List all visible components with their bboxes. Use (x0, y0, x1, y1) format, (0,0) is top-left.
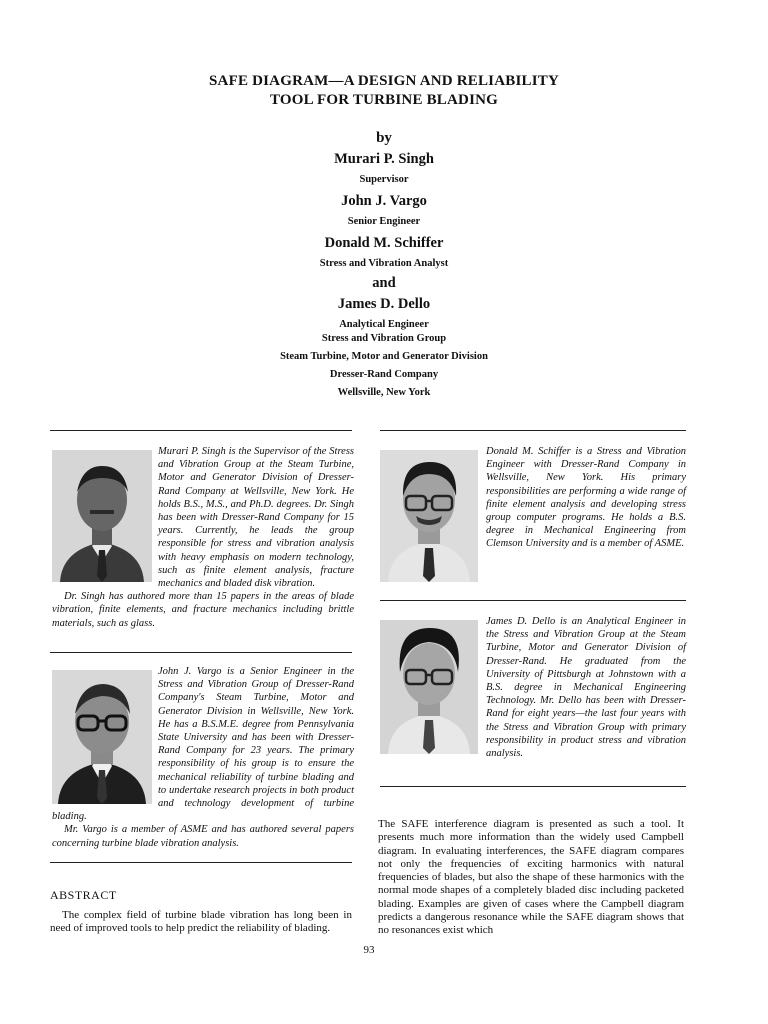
body-text-right (378, 818, 684, 938)
affiliation-company: Dresser-Rand Company (329, 369, 439, 380)
author-name-dello: James D. Dello (337, 296, 431, 312)
body-paragraph: The SAFE interference diagram is presented as such a tool. It presents much more information than the widely used Campbell diagram. In evaluating interferences, the SAFE diagram compares not only the frequencies of exciting harmonics with natural frequencies of blades, but also the shape of these harmonics with the normal mode shapes of a completely bladed disc including packeted blading. Examples are given of cases where the Campbell diagram predicts a dangerous resonance while the SAFE diagram shows that no resonances exist which (378, 818, 684, 937)
author-name-singh: Murari P. Singh (334, 151, 434, 167)
by-label: by (376, 130, 392, 146)
affiliation (200, 330, 568, 402)
author-photo-schiffer (380, 450, 478, 582)
divider-rule (50, 862, 352, 863)
paper-title (120, 72, 648, 110)
bio-text-singh: Murari P. Singh is the Supervisor of the Stress and Vibration Group at the Steam Turbine, Motor and Generator Division of Dresser-Rand Company at Wellsville, New York. He holds B.S., M.S., and Ph.D. degrees. Dr. Singh has been with Dresser-Rand Company for 15 years. Currently, he leads the group responsible for stress and vibration analysis with heavy emphasis on modern technology, such as finite element analysis, fracture mechanics and bladed disk vibration. (158, 446, 354, 590)
affiliation-location: Wellsville, New York (337, 387, 431, 398)
abstract-text: The complex field of turbine blade vibration has long been in need of improved tools to help predict the reliability of blading. (50, 909, 352, 935)
bio-schiffer (380, 445, 686, 582)
bio-text-schiffer: Donald M. Schiffer is a Stress and Vibration Engineer with Dresser-Rand Company in Wellsville, New York. His primary responsibilities are performing a wide range of finite element analysis and developing stress group computer programs. He holds a B.S. degree in Mechanical Engineering from Clemson University and is a member of ASME. (486, 446, 686, 550)
and-label: and (372, 275, 396, 291)
bio-singh (52, 445, 354, 630)
title-line-1: SAFE DIAGRAM—A DESIGN AND RELIABILITY (209, 73, 559, 89)
affiliation-group: Stress and Vibration Group (321, 333, 447, 344)
divider-rule (50, 652, 352, 653)
abstract-heading: ABSTRACT (50, 888, 117, 902)
bio-vargo (52, 665, 354, 850)
bio-text-singh-2: Dr. Singh has authored more than 15 papers in the areas of blade vibration, finite elements, and fracture mechanics including brittle materials, such as glass. (52, 591, 354, 629)
divider-rule (50, 430, 352, 431)
affiliation-division: Steam Turbine, Motor and Generator Division (280, 351, 488, 362)
portrait-vargo-icon (52, 670, 152, 804)
author-name-vargo: John J. Vargo (341, 193, 427, 209)
abstract-body (50, 909, 352, 936)
author-role-vargo: Senior Engineer (347, 216, 421, 227)
author-role-dello: Analytical Engineer (339, 319, 429, 330)
author-list (140, 126, 628, 334)
portrait-schiffer-icon (380, 450, 478, 582)
author-name-schiffer: Donald M. Schiffer (324, 235, 444, 251)
author-role-schiffer: Stress and Vibration Analyst (319, 258, 449, 269)
bio-text-vargo-2: Mr. Vargo is a member of ASME and has authored several papers concerning turbine blade vibration analysis. (52, 824, 354, 849)
bio-text-dello: James D. Dello is an Analytical Engineer in the Stress and Vibration Group at the Steam Turbine, Motor and Generator Division of Dresser-Rand. He graduated from the University of Pittsburgh at Johnstown with a B.S. degree in Mechanical Engineering Technology. Mr. Dello has been with Dresser-Rand for eight years—the last four years with the Stress and Vibration Group with primary responsibility in product stress and vibration analysis. (486, 616, 686, 760)
divider-rule (380, 786, 686, 787)
portrait-singh-icon (52, 450, 152, 582)
author-photo-singh (52, 450, 152, 582)
divider-rule (380, 430, 686, 431)
author-photo-vargo (52, 670, 152, 804)
bio-dello (380, 615, 686, 760)
page-number: 93 (363, 944, 375, 956)
bio-text-vargo: John J. Vargo is a Senior Engineer in the Stress and Vibration Group of Dresser-Rand Company's Steam Turbine, Motor and Generator Division in Wellsville, New York. He has a B.S.M.E. degree from Pennsylvania State University and has been with Dresser-Rand Company for 23 years. The primary responsibility of his group is to ensure the mechanical reliability of turbine blading and to undertake research projects in both product and technology development of turbine blading. (52, 666, 354, 823)
abstract-section (50, 888, 352, 936)
author-photo-dello (380, 620, 478, 754)
portrait-dello-icon (380, 620, 478, 754)
author-role-singh: Supervisor (359, 174, 409, 185)
divider-rule (380, 600, 686, 601)
title-line-2: TOOL FOR TURBINE BLADING (269, 92, 499, 108)
